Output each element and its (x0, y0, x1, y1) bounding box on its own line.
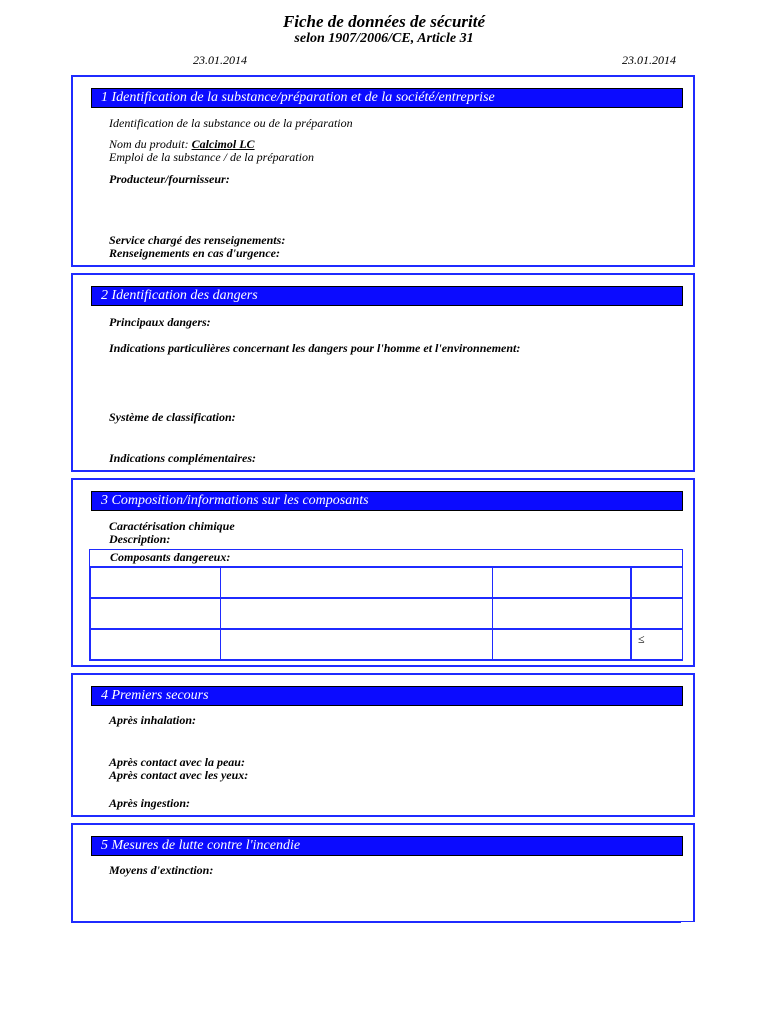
table-row (90, 628, 682, 661)
table-cell (221, 599, 493, 628)
section-2-header: 2 Identification des dangers (91, 286, 683, 306)
section-1 (71, 75, 695, 267)
producer-label: Producteur/fournisseur: (109, 172, 230, 186)
components-label: Composants dangereux: (110, 550, 231, 564)
section-1-header: 1 Identification de la substance/préparation et de la société/entreprise (91, 88, 683, 108)
document-title: Fiche de données de sécurité (282, 12, 486, 31)
skin-contact-label: Après contact avec la peau: (109, 755, 245, 769)
section-2 (71, 273, 695, 472)
section-4 (71, 673, 695, 817)
date-right: 23.01.2014 (622, 53, 676, 67)
product-name-label: Nom du produit: (109, 137, 189, 151)
table-cell (90, 568, 221, 597)
document-subtitle: selon 1907/2006/CE, Article 31 (294, 31, 474, 46)
main-dangers-label: Principaux dangers: (109, 315, 211, 329)
date-left: 23.01.2014 (193, 53, 247, 67)
table-cell (632, 599, 682, 628)
section-3-header: 3 Composition/informations sur les composants (91, 491, 683, 511)
chem-characterization-label: Caractérisation chimique (109, 519, 235, 533)
table-row (90, 597, 682, 628)
emergency-label: Renseignements en cas d'urgence: (109, 246, 280, 260)
table-cell (221, 568, 493, 597)
table-row (90, 566, 682, 597)
particular-indications-label: Indications particulières concernant les dangers pour l'homme et l'environnement: (109, 341, 521, 355)
table-cell (493, 568, 632, 597)
classification-label: Système de classification: (109, 410, 236, 424)
ingestion-label: Après ingestion: (109, 796, 191, 810)
eye-contact-label: Après contact avec les yeux: (109, 768, 249, 782)
table-cell (632, 568, 682, 597)
inhalation-label: Après inhalation: (109, 713, 197, 727)
table-cell (632, 630, 682, 659)
less-or-equal-sign: ≤ (638, 632, 645, 646)
additional-indications-label: Indications complémentaires: (109, 451, 256, 465)
service-label: Service chargé des renseignements: (109, 233, 286, 247)
section-3 (71, 478, 695, 667)
table-cell (493, 599, 632, 628)
table-cell (221, 630, 493, 659)
identification-label: Identification de la substance ou de la préparation (109, 116, 353, 130)
usage-label: Emploi de la substance / de la préparation (109, 150, 314, 164)
table-cell (90, 599, 221, 628)
border-gap (681, 917, 697, 924)
product-name-row (109, 137, 255, 151)
section-4-header: 4 Premiers secours (91, 686, 683, 706)
section-5 (71, 823, 695, 923)
section-5-header: 5 Mesures de lutte contre l'incendie (91, 836, 683, 856)
description-label: Description: (109, 532, 171, 546)
product-name-value: Calcimol LC (191, 137, 255, 151)
table-cell (90, 630, 221, 659)
extinction-means-label: Moyens d'extinction: (109, 863, 214, 877)
components-table (89, 549, 683, 661)
table-cell (493, 630, 632, 659)
